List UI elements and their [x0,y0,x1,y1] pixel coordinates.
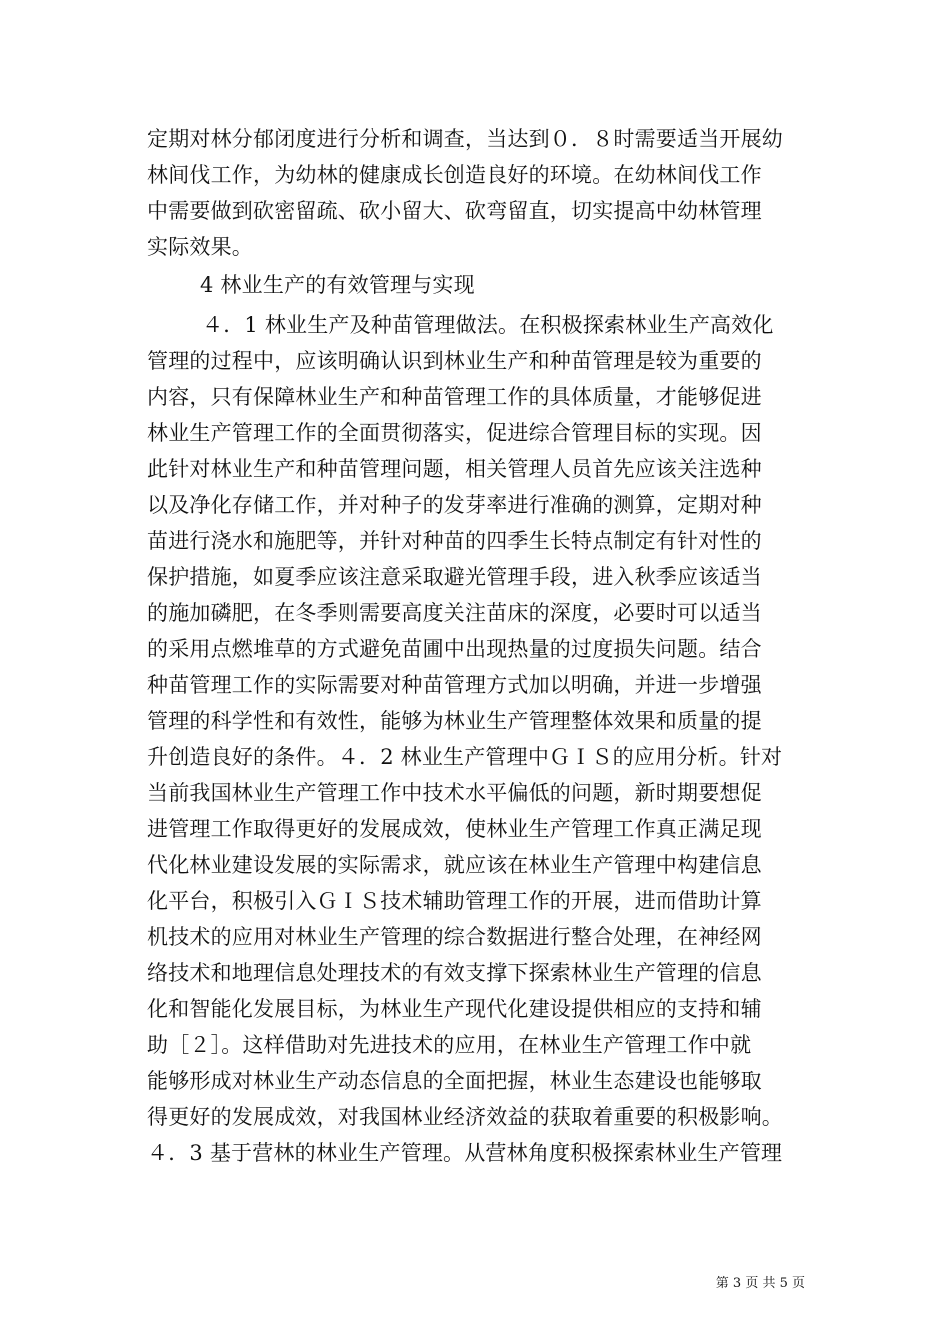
text-line: 中需要做到砍密留疏、砍小留大、砍弯留直，切实提高中幼林管理 [147,199,762,223]
page-number: 第 3 页 共 5 页 [715,1276,805,1291]
text-line: 内容，只有保障林业生产和种苗管理工作的具体质量，才能够促进 [147,385,762,409]
text-line: 实际效果。 [147,235,253,259]
text-line: 种苗管理工作的实际需要对种苗管理方式加以明确，并进一步增强 [147,673,762,697]
text-line: 机技术的应用对林业生产管理的综合数据进行整合处理，在神经网 [147,925,762,949]
subsection-heading: ４．3 基于营林的林业生产管理。从营林角度积极探索林业生产管理 [147,1141,783,1165]
text-line: 苗进行浇水和施肥等，并针对种苗的四季生长特点制定有针对性的 [147,529,762,553]
text-line: 的施加磷肥，在冬季则需要高度关注苗床的深度，必要时可以适当 [147,601,762,625]
text-line: 能够形成对林业生产动态信息的全面把握，林业生态建设也能够取 [147,1069,762,1093]
text-line: 当前我国林业生产管理工作中技术水平偏低的问题，新时期要想促 [147,781,762,805]
text-line: 以及净化存储工作，并对种子的发芽率进行准确的测算，定期对种 [147,493,762,517]
text-line: 代化林业建设发展的实际需求，就应该在林业生产管理中构建信息 [147,853,762,877]
text-line: 管理的科学性和有效性，能够为林业生产管理整体效果和质量的提 [147,709,762,733]
text-line: 助［２］。这样借助对先进技术的应用，在林业生产管理工作中就 [147,1033,752,1057]
text-line: 管理的过程中，应该明确认识到林业生产和种苗管理是较为重要的 [147,349,762,373]
text-line: 进管理工作取得更好的发展成效，使林业生产管理工作真正满足现 [147,817,762,841]
text-line: 升创造良好的条件。４．2 林业生产管理中ＧＩＳ的应用分析。针对 [147,745,783,769]
text-line: 林业生产管理工作的全面贯彻落实，促进综合管理目标的实现。因 [147,421,762,445]
text-line: 保护措施，如夏季应该注意采取避光管理手段，进入秋季应该适当 [147,565,762,589]
text-line: 的采用点燃堆草的方式避免苗圃中出现热量的过度损失问题。结合 [147,637,762,661]
text-line: 得更好的发展成效，对我国林业经济效益的获取着重要的积极影响。 [147,1105,783,1129]
text-line: 定期对林分郁闭度进行分析和调查，当达到０．８时需要适当开展幼 [147,127,783,151]
text-line: 林间伐工作，为幼林的健康成长创造良好的环境。在幼林间伐工作 [147,163,762,187]
subsection-heading: ４．1 林业生产及种苗管理做法。在积极探索林业生产高效化 [202,313,774,337]
text-line: 络技术和地理信息处理技术的有效支撑下探索林业生产管理的信息 [147,961,762,985]
section-heading: 4 林业生产的有效管理与实现 [200,273,475,297]
text-line: 化和智能化发展目标，为林业生产现代化建设提供相应的支持和辅 [147,997,762,1021]
text-line: 化平台，积极引入ＧＩＳ技术辅助管理工作的开展，进而借助计算 [147,889,762,913]
text-line: 此针对林业生产和种苗管理问题，相关管理人员首先应该关注选种 [147,457,762,481]
